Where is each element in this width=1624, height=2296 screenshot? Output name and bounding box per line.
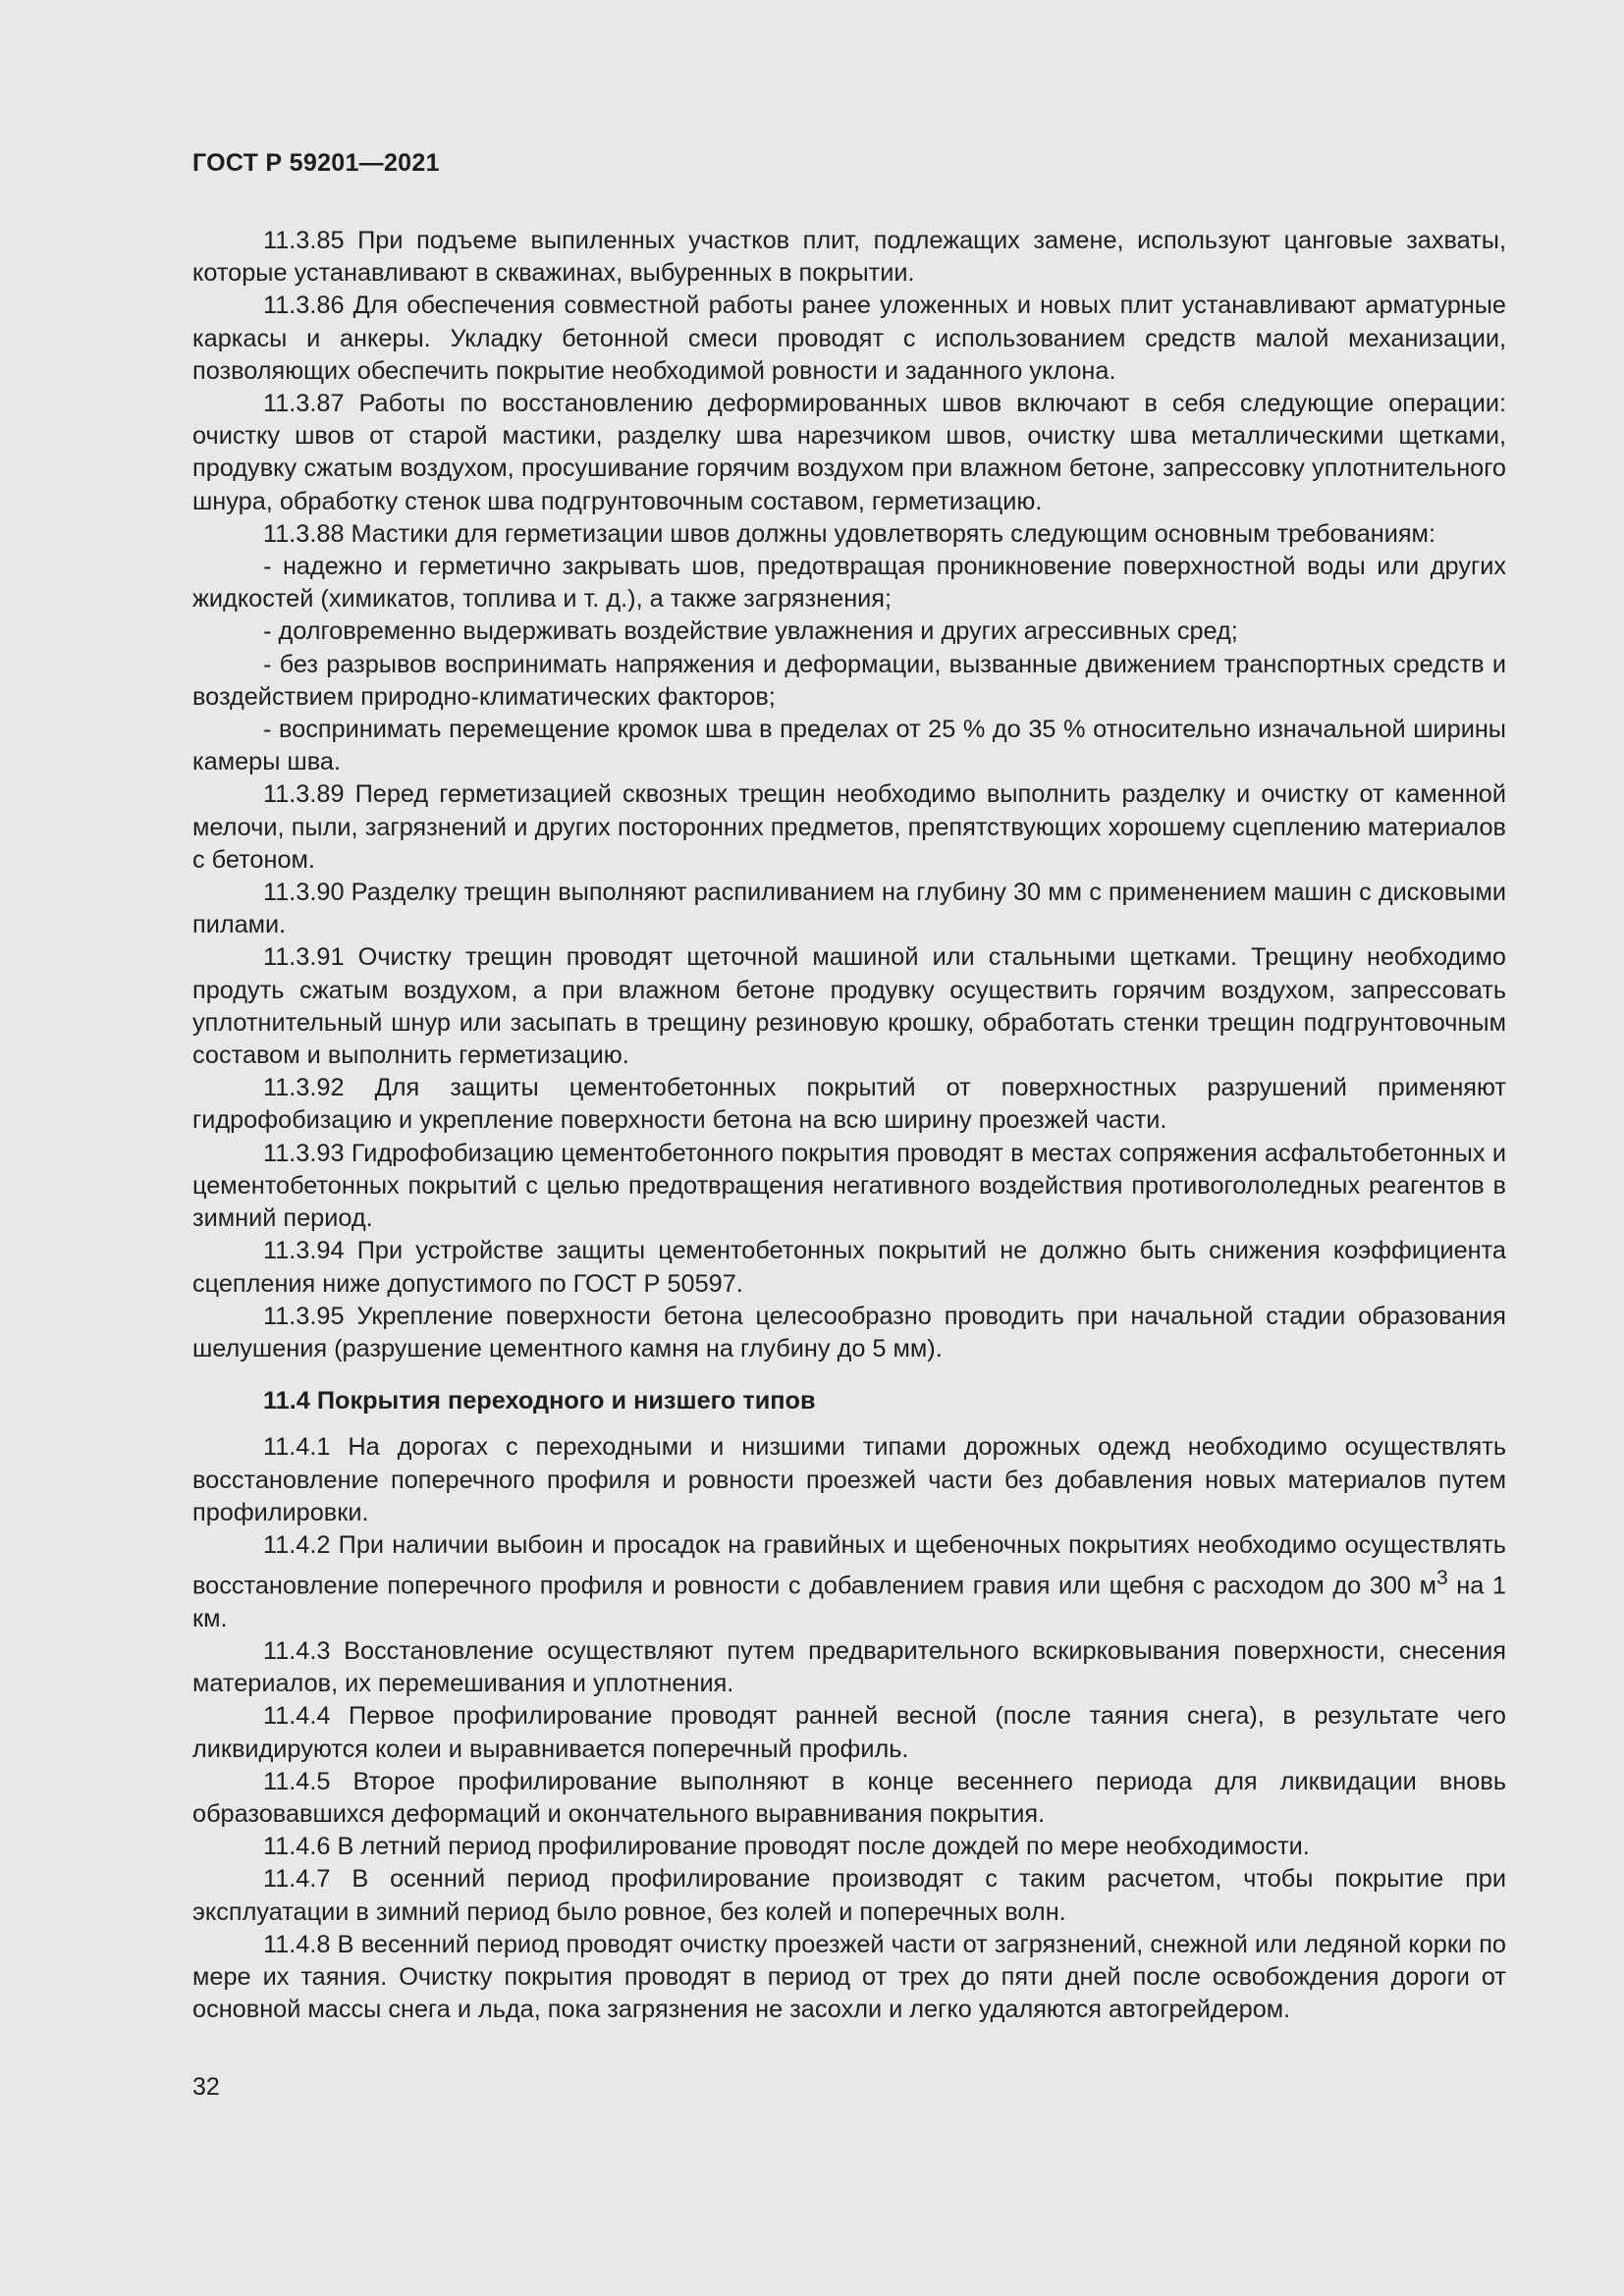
paragraph-11-3-87: 11.3.87 Работы по восстановлению деформированных швов включают в себя следующие операции: очистку швов от старой мастики, разделку шва нарезчиком швов, очистку шва металлическими щетками, продувку сжатым воздухом, просушивание горячим воздухом при влажном бетоне, запрессовку уплотнительного шнура, обработку стенок шва подгрунтовочным составом, герметизацию.	[192, 390, 1506, 515]
paragraph-11-4-6: 11.4.6 В летний период профилирование проводят после дождей по мере необходимости.	[263, 1833, 1310, 1861]
superscript-cubed: 3	[1435, 1567, 1448, 1590]
paragraph-11-3-86: 11.3.86 Для обеспечения совместной работы ранее уложенных и новых плит устанавливают арматурные каркасы и анкеры. Укладку бетонной смеси проводят с использованием средств малой механизации, позволяющих обеспечить покрытие необходимой ровности и заданного уклона.	[192, 292, 1506, 385]
paragraph-11-4-7: 11.4.7 В осенний период профилирование производят с таким расчетом, чтобы покрытие при эксплуатации в зимний период было ровное, без колей и поперечных волн.	[192, 1865, 1506, 1926]
paragraph-11-3-85: 11.3.85 При подъеме выпиленных участков плит, подлежащих замене, используют цанговые захваты, которые устанавливают в скважинах, выбуренных в покрытии.	[192, 227, 1506, 288]
paragraph-11-3-88: 11.3.88 Мастики для герметизации швов должны удовлетворять следующим основным требованиям:	[263, 519, 1435, 548]
paragraph-11-3-94: 11.3.94 При устройстве защиты цементобетонных покрытий не должно быть снижения коэффициента сцепления ниже допустимого по ГОСТ Р 50597.	[192, 1237, 1506, 1298]
page-number: 32	[192, 2073, 220, 2101]
paragraph-11-4-2	[192, 1529, 1506, 1635]
paragraph-11-4-4: 11.4.4 Первое профилирование проводят ранней весной (после таяния снега), в результате чего ликвидируются колеи и выравнивается поперечный профиль.	[192, 1702, 1506, 1763]
paragraph-11-3-95: 11.3.95 Укрепление поверхности бетона целесообразно проводить при начальной стадии образования шелушения (разрушение цементного камня на глубину до 5 мм).	[192, 1302, 1506, 1362]
paragraph-11-4-5: 11.4.5 Второе профилирование выполняют в конце весеннего периода для ликвидации вновь образовавшихся деформаций и окончательного выравнивания покрытия.	[192, 1767, 1506, 1828]
section-heading-11-4: 11.4 Покрытия переходного и низшего типов	[263, 1387, 816, 1415]
list-item: - надежно и герметично закрывать шов, предотвращая проникновение поверхностной воды или других жидкостей (химикатов, топлива и т. д.), а также загрязнения;	[192, 553, 1506, 614]
paragraph-11-3-89: 11.3.89 Перед герметизацией сквозных трещин необходимо выполнить разделку и очистку от каменной мелочи, пыли, загрязнений и других посторонних предметов, препятствующих хорошему сцеплению материалов с бетоном.	[192, 780, 1506, 874]
paragraph-11-3-90: 11.3.90 Разделку трещин выполняют распиливанием на глубину 30 мм с применением машин с дисковыми пилами.	[192, 879, 1506, 939]
paragraph-11-4-1: 11.4.1 На дорогах с переходными и низшими типами дорожных одежд необходимо осуществлять восстановление поперечного профиля и ровности проезжей части без добавления новых материалов путем профилировки.	[192, 1433, 1506, 1526]
paragraph-11-3-93: 11.3.93 Гидрофобизацию цементобетонного покрытия проводят в местах сопряжения асфальтобетонных и цементобетонных покрытий с целью предотвращения негативного воздействия противогололедных реагентов в зимний период.	[192, 1139, 1506, 1233]
list-item: - долговременно выдерживать воздействие увлажнения и других агрессивных сред;	[263, 617, 1238, 646]
list-item: - без разрывов воспринимать напряжения и деформации, вызванные движением транспортных средств и воздействием природно-климатических факторов;	[192, 650, 1506, 711]
paragraph-11-4-2-tail: на 1 км.	[192, 1572, 1506, 1632]
document-code-header: ГОСТ Р 59201—2021	[192, 149, 440, 177]
paragraph-11-4-8: 11.4.8 В весенний период проводят очистку проезжей части от загрязнений, снежной или ледяной корки по мере их таяния. Очистку покрытия проводят в период от трех до пяти дней после освобождения дороги от основной массы снега и льда, пока загрязнения не засохли и легко удаляются автогрейдером.	[192, 1930, 1506, 2024]
paragraph-11-4-3: 11.4.3 Восстановление осуществляют путем предварительного вскирковывания поверхности, снесения материалов, их перемешивания и уплотнения.	[192, 1636, 1506, 1698]
list-item: - воспринимать перемещение кромок шва в пределах от 25 % до 35 % относительно изначальной ширины камеры шва.	[192, 716, 1506, 776]
paragraph-11-3-91: 11.3.91 Очистку трещин проводят щеточной машиной или стальными щетками. Трещину необходимо продуть сжатым воздухом, а при влажном бетоне продувку осуществить горячим воздухом, запрессовать уплотнительный шнур или засыпать в трещину резиновую крошку, обработать стенки трещин подгрунтовочным составом и выполнить герметизацию.	[192, 943, 1506, 1070]
paragraph-11-3-92: 11.3.92 Для защиты цементобетонных покрытий от поверхностных разрушений применяют гидрофобизацию и укрепление поверхности бетона на всю ширину проезжей части.	[192, 1074, 1506, 1135]
document-body	[192, 225, 1506, 2026]
paragraph-11-4-2-text: 11.4.2 При наличии выбоин и просадок на гравийных и щебеночных покрытиях необходимо осуществлять восстановление поперечного профиля и ровности с добавлением гравия или щебня с расходом до 300 м	[192, 1530, 1506, 1600]
